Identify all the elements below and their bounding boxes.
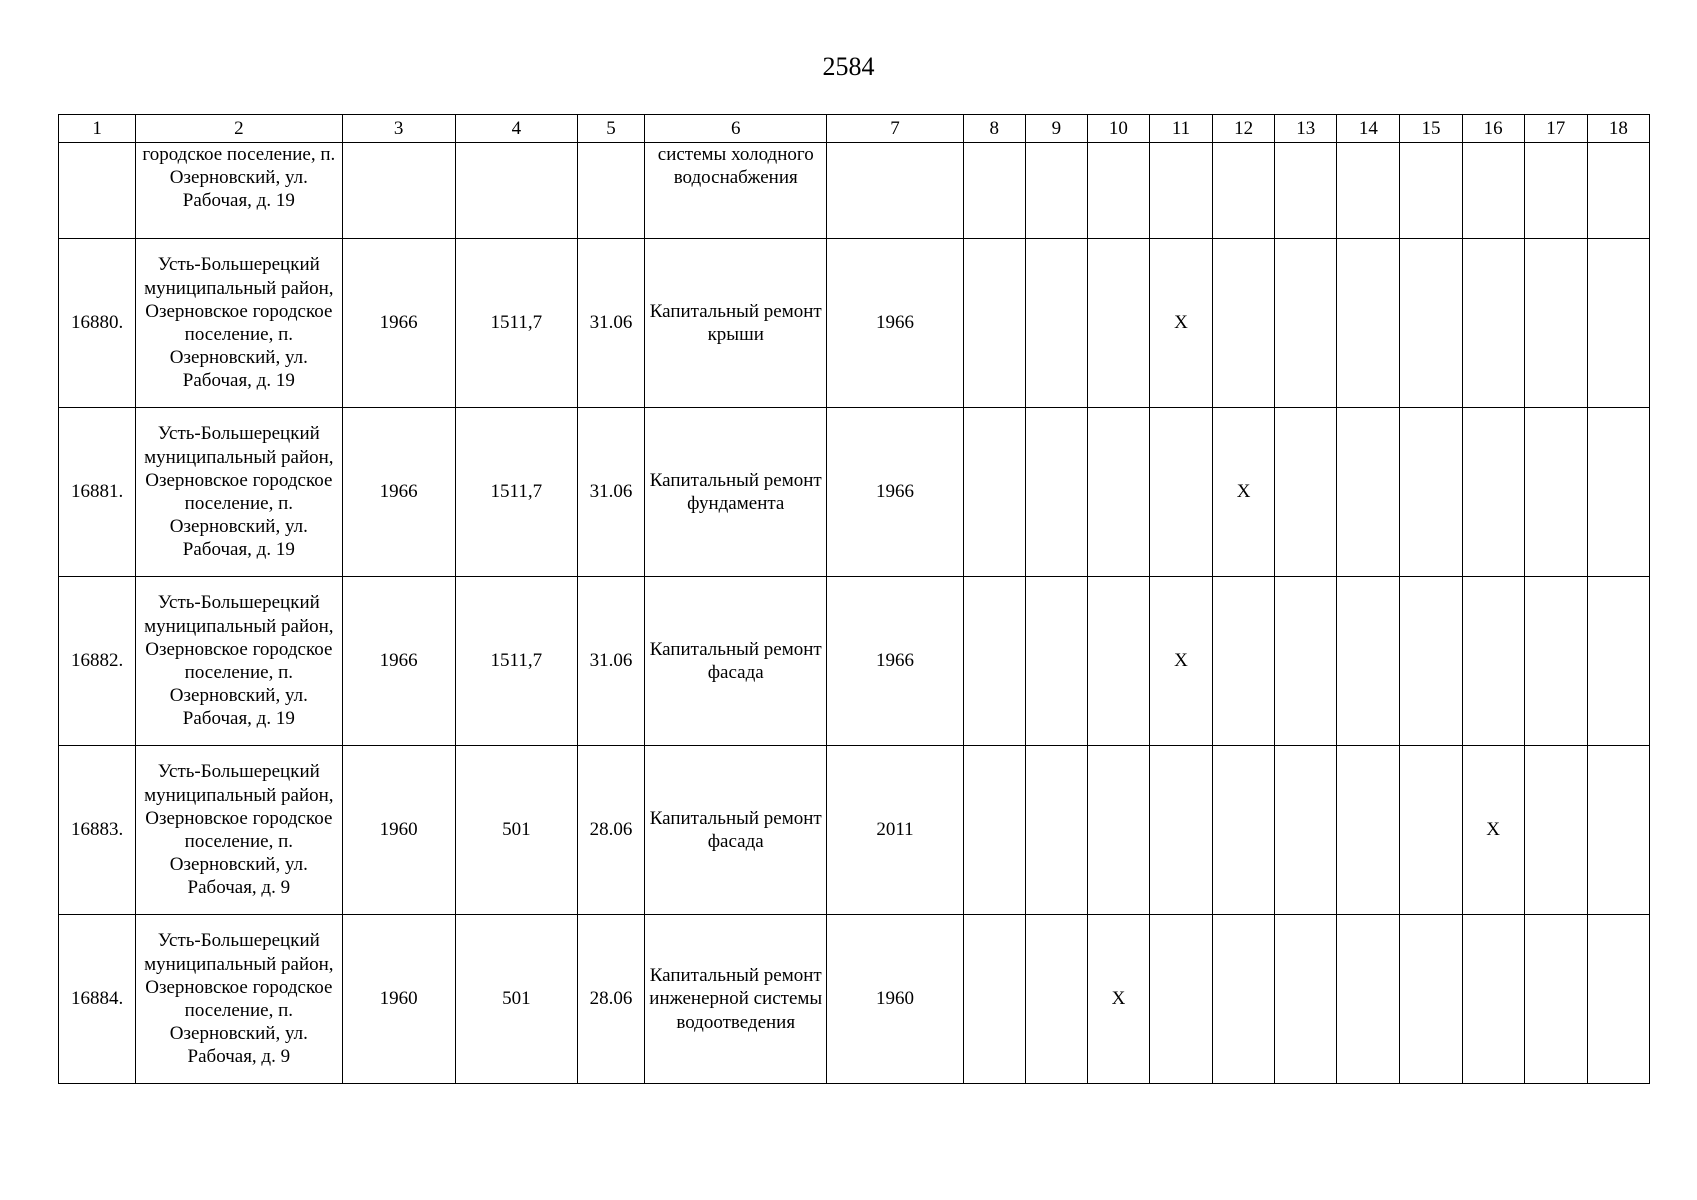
column-header: 16 xyxy=(1462,115,1524,143)
build-year-cell: 1966 xyxy=(342,408,455,577)
work-type-cell: Капитальный ремонт фундамента xyxy=(645,408,827,577)
build-year-cell: 1960 xyxy=(342,746,455,915)
column-header: 8 xyxy=(963,115,1025,143)
column-header: 2 xyxy=(136,115,342,143)
mark-cell: X xyxy=(1149,239,1212,408)
work-type-cell: Капитальный ремонт фасада xyxy=(645,746,827,915)
table-row xyxy=(59,408,1650,577)
mark-cell: X xyxy=(1213,408,1275,577)
work-type-cell: Капитальный ремонт крыши xyxy=(645,239,827,408)
row-number: 16884. xyxy=(59,915,136,1084)
table-row xyxy=(59,915,1650,1084)
address-cell: Усть-Большерецкий муниципальный район, Озерновское городское поселение, п. Озерновский, ул. Рабочая, д. 19 xyxy=(136,239,342,408)
column-header: 17 xyxy=(1524,115,1587,143)
row-number: 16880. xyxy=(59,239,136,408)
wear-cell: 31.06 xyxy=(577,239,644,408)
mark-cell: X xyxy=(1087,915,1149,1084)
row-number: 16883. xyxy=(59,746,136,915)
build-year-cell: 1966 xyxy=(342,239,455,408)
wear-cell: 31.06 xyxy=(577,577,644,746)
row-number: 16882. xyxy=(59,577,136,746)
column-header: 3 xyxy=(342,115,455,143)
table-row xyxy=(59,746,1650,915)
repair-year-cell: 1966 xyxy=(827,408,963,577)
row-number xyxy=(59,143,136,239)
mark-cell: X xyxy=(1149,577,1212,746)
build-year-cell: 1966 xyxy=(342,577,455,746)
repair-year-cell: 1966 xyxy=(827,577,963,746)
repair-year-cell: 1966 xyxy=(827,239,963,408)
wear-cell: 31.06 xyxy=(577,408,644,577)
address-cell: Усть-Большерецкий муниципальный район, Озерновское городское поселение, п. Озерновский, ул. Рабочая, д. 19 xyxy=(136,408,342,577)
page-number: 2584 xyxy=(822,52,875,81)
wear-cell: 28.06 xyxy=(577,746,644,915)
column-header: 9 xyxy=(1025,115,1087,143)
area-cell: 501 xyxy=(455,915,577,1084)
column-header: 11 xyxy=(1149,115,1212,143)
column-header: 14 xyxy=(1337,115,1400,143)
area-cell: 501 xyxy=(455,746,577,915)
column-header: 1 xyxy=(59,115,136,143)
column-header: 5 xyxy=(577,115,644,143)
repair-year-cell: 2011 xyxy=(827,746,963,915)
column-header: 18 xyxy=(1587,115,1649,143)
column-header: 12 xyxy=(1213,115,1275,143)
table-row xyxy=(59,577,1650,746)
column-number-row xyxy=(59,115,1650,143)
mark-cell: X xyxy=(1462,746,1524,915)
area-cell: 1511,7 xyxy=(455,239,577,408)
address-cell: Усть-Большерецкий муниципальный район, Озерновское городское поселение, п. Озерновский, ул. Рабочая, д. 19 xyxy=(136,577,342,746)
area-cell: 1511,7 xyxy=(455,577,577,746)
build-year-cell: 1960 xyxy=(342,915,455,1084)
column-header: 6 xyxy=(645,115,827,143)
address-cell: Усть-Большерецкий муниципальный район, Озерновское городское поселение, п. Озерновский, ул. Рабочая, д. 9 xyxy=(136,746,342,915)
address-cell: Усть-Большерецкий муниципальный район, Озерновское городское поселение, п. Озерновский, ул. Рабочая, д. 9 xyxy=(136,915,342,1084)
column-header: 7 xyxy=(827,115,963,143)
column-header: 15 xyxy=(1400,115,1462,143)
repair-schedule-table xyxy=(58,114,1650,1084)
row-number: 16881. xyxy=(59,408,136,577)
area-cell: 1511,7 xyxy=(455,408,577,577)
column-header: 10 xyxy=(1087,115,1149,143)
table-row-continuation xyxy=(59,143,1650,239)
work-type-cell: Капитальный ремонт фасада xyxy=(645,577,827,746)
work-type-cell: Капитальный ремонт инженерной системы водоотведения xyxy=(645,915,827,1084)
wear-cell: 28.06 xyxy=(577,915,644,1084)
repair-year-cell: 1960 xyxy=(827,915,963,1084)
work-type-cell: системы холодного водоснабжения xyxy=(645,143,827,239)
address-cell: городское поселение, п. Озерновский, ул. Рабочая, д. 19 xyxy=(136,143,342,239)
column-header: 4 xyxy=(455,115,577,143)
table-row xyxy=(59,239,1650,408)
column-header: 13 xyxy=(1275,115,1337,143)
